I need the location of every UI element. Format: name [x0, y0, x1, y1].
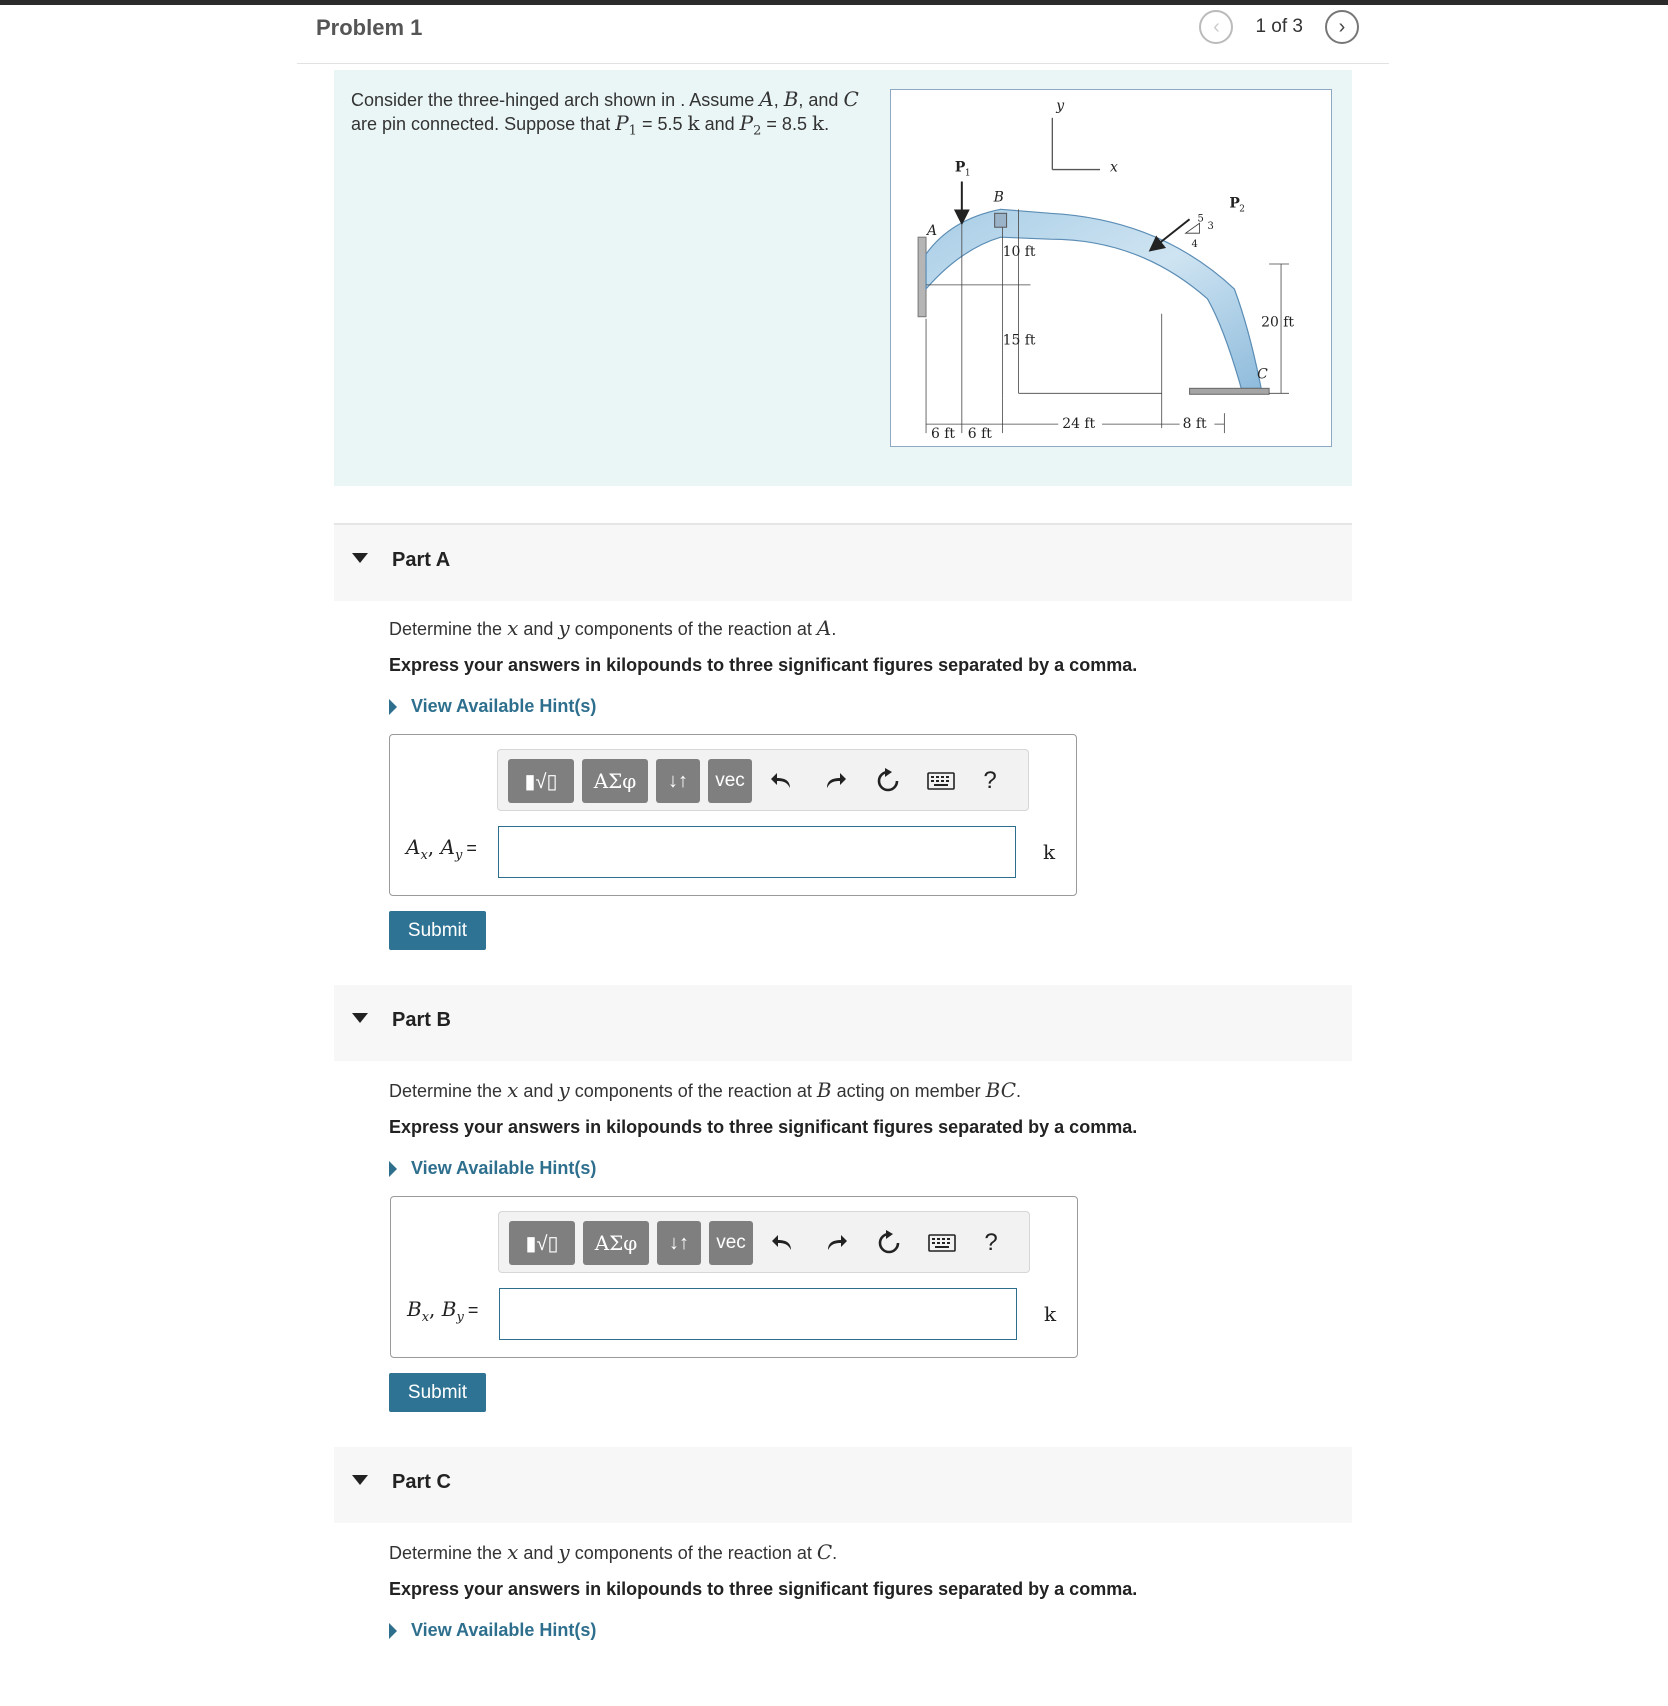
point-c-label: C: [1257, 366, 1268, 383]
subscript-superscript-button[interactable]: [656, 759, 700, 803]
caret-down-icon: [352, 1475, 368, 1485]
arch-figure: [890, 89, 1332, 447]
point-b-label: B: [993, 189, 1004, 206]
math-toolbar: [498, 1211, 1030, 1273]
dim-15ft: 15 ft: [1002, 332, 1036, 349]
help-icon[interactable]: ?: [984, 1229, 998, 1256]
templates-button[interactable]: [509, 1221, 575, 1265]
p2-subscript: 2: [1239, 204, 1245, 215]
undo-icon[interactable]: [762, 760, 802, 802]
part-b-answer-label: $B_x$, $B_y$ =: [407, 1297, 479, 1325]
part-b-title: Part B: [392, 1009, 451, 1031]
pagination: [1199, 9, 1359, 45]
dim-8ft: 8 ft: [1182, 416, 1207, 433]
part-b-submit-button[interactable]: Submit: [389, 1373, 486, 1412]
slope-3-label: 3: [1207, 221, 1214, 233]
part-a-hint-link[interactable]: View Available Hint(s): [389, 696, 596, 717]
arrows-icon: ↓↑: [669, 1231, 689, 1254]
part-c-question: Determine the x and y components of the reaction at C.: [389, 1540, 838, 1564]
caret-right-icon: [389, 1623, 397, 1639]
chevron-right-icon: ›: [1338, 15, 1346, 38]
arch-member: [926, 209, 1261, 388]
p1-label: P: [954, 159, 966, 176]
part-a-question: Determine the x and y components of the reaction at A.: [389, 616, 837, 640]
redo-icon[interactable]: [816, 1222, 856, 1264]
chevron-left-icon: ‹: [1213, 15, 1220, 38]
slope-triangle: [1186, 223, 1200, 233]
caret-right-icon: [389, 699, 397, 715]
part-c-title: Part C: [392, 1471, 451, 1493]
wall-support-a: [918, 237, 926, 317]
x-axis-label: x: [1110, 159, 1118, 176]
part-b-question: Determine the x and y components of the reaction at B acting on member BC.: [389, 1078, 1022, 1102]
p1-subscript: 1: [964, 168, 971, 179]
math-toolbar: [497, 749, 1029, 811]
dim-10ft: 10 ft: [1002, 244, 1036, 261]
part-c-instruction: Express your answers in kilopounds to three significant figures separated by a comma.: [389, 1579, 1138, 1599]
part-b-unit: k: [1044, 1302, 1057, 1326]
part-a-answer-input[interactable]: [498, 826, 1016, 878]
arch-diagram: [891, 90, 1331, 446]
dim-24ft: 24 ft: [1062, 416, 1096, 433]
problem-statement: [334, 70, 1352, 486]
caret-right-icon: [389, 1161, 397, 1177]
help-icon[interactable]: ?: [983, 767, 997, 794]
part-a-answer-label: $A_x$, $A_y$ =: [406, 835, 477, 863]
keyboard-icon[interactable]: [922, 1222, 962, 1264]
reset-icon[interactable]: [868, 760, 908, 802]
templates-icon: ▮√▯: [524, 770, 558, 793]
problem-header: [297, 5, 1389, 64]
part-b-instruction: Express your answers in kilopounds to three significant figures separated by a comma.: [389, 1117, 1138, 1137]
greek-icon: ΑΣφ: [594, 1231, 638, 1255]
reset-icon[interactable]: [869, 1222, 909, 1264]
part-a-title: Part A: [392, 549, 451, 571]
vector-button[interactable]: vec: [708, 759, 752, 803]
part-b-header[interactable]: [334, 985, 1352, 1061]
arrows-icon: ↓↑: [668, 769, 688, 792]
templates-button[interactable]: [508, 759, 574, 803]
part-a-submit-button[interactable]: Submit: [389, 911, 486, 950]
vector-button[interactable]: vec: [709, 1221, 753, 1265]
caret-down-icon: [352, 553, 368, 563]
greek-button[interactable]: [583, 1221, 649, 1265]
part-b-answer-input[interactable]: [499, 1288, 1017, 1340]
slope-5-label: 5: [1197, 213, 1204, 225]
greek-icon: ΑΣφ: [593, 769, 637, 793]
part-b-answer-box: [390, 1196, 1078, 1358]
part-a-header[interactable]: [334, 523, 1352, 601]
undo-icon[interactable]: [763, 1222, 803, 1264]
dim-20ft: 20 ft: [1261, 314, 1295, 331]
keyboard-icon[interactable]: [921, 760, 961, 802]
support-c: [1190, 388, 1270, 394]
caret-down-icon: [352, 1013, 368, 1023]
templates-icon: ▮√▯: [525, 1232, 559, 1255]
page-title: Problem 1: [316, 15, 423, 40]
p2-label: P: [1229, 195, 1240, 212]
dim-6ft-b: 6 ft: [967, 426, 992, 443]
greek-button[interactable]: [582, 759, 648, 803]
part-b-hint-link[interactable]: View Available Hint(s): [389, 1158, 596, 1179]
slope-4-label: 4: [1191, 239, 1198, 251]
problem-text: Consider the three-hinged arch shown in . Assume A, B, and C are pin connected. Suppose that $P_1 = 5.5$ k and $P_2 = 8.5$ k.: [351, 87, 859, 139]
previous-problem-button[interactable]: [1199, 10, 1233, 44]
redo-icon[interactable]: [815, 760, 855, 802]
part-a-answer-box: [389, 734, 1077, 896]
dim-6ft-a: 6 ft: [931, 426, 956, 443]
part-a-unit: k: [1043, 840, 1056, 864]
part-c-header[interactable]: [334, 1447, 1352, 1523]
pin-b: [995, 213, 1007, 227]
point-a-label: A: [927, 223, 938, 240]
part-a-instruction: Express your answers in kilopounds to three significant figures separated by a comma.: [389, 655, 1138, 675]
part-c-hint-link[interactable]: View Available Hint(s): [389, 1620, 596, 1641]
subscript-superscript-button[interactable]: [657, 1221, 701, 1265]
next-problem-button[interactable]: [1325, 10, 1359, 44]
y-axis-label: y: [1056, 97, 1065, 114]
pagination-text: 1 of 3: [1255, 16, 1303, 37]
